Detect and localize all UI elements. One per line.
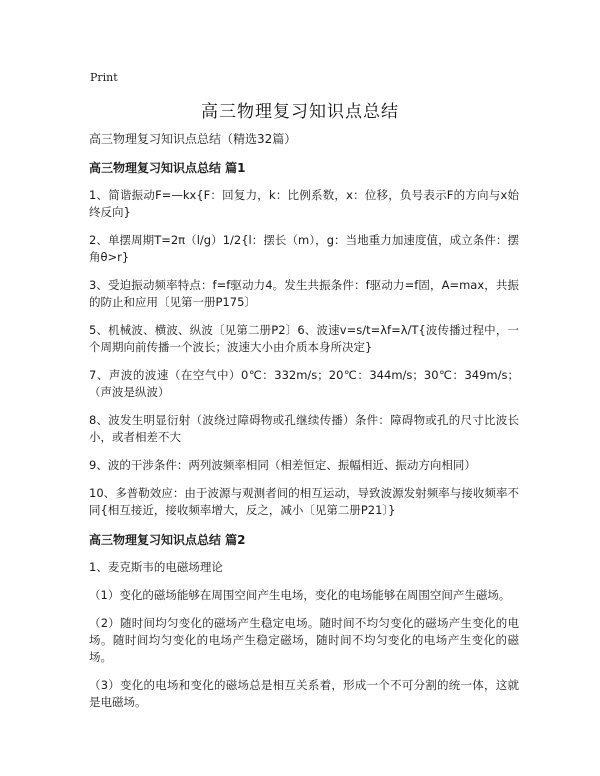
paragraph: 10、多普勒效应：由于波源与观测者间的相互运动，导致波源发射频率与接收频率不同{相互接近，接收频率增大，反之，减小〔见第二册P21〕}	[89, 486, 519, 517]
section-heading: 高三物理复习知识点总结 篇1	[89, 161, 246, 175]
paragraph: 3、受迫振动频率特点：f=f驱动力4。发生共振条件：f驱动力=f固，A=max，共振的防止和应用〔见第一册P175〕	[89, 278, 519, 309]
paragraph: 7、声波的波速（在空气中）0℃：332m/s；20℃：344m/s；30℃：349m/s；（声波是纵波）	[89, 368, 519, 399]
paragraph: 9、波的干涉条件：两列波频率相同（相差恒定、振幅相近、振动方向相同）	[89, 458, 476, 472]
document-body	[89, 130, 519, 722]
paragraph: （3）变化的电场和变化的磁场总是相互关系着，形成一个不可分割的统一体，这就是电磁场。	[89, 678, 519, 709]
section-heading: 高三物理复习知识点总结 篇2	[89, 533, 246, 547]
paragraph: 2、单摆周期T=2π（l/g）1/2{l：摆长（m），g：当地重力加速度值，成立条件：摆角θ>r}	[89, 233, 519, 264]
document-subtitle: 高三物理复习知识点总结（精选32篇）	[89, 132, 297, 146]
print-label: Print	[90, 71, 118, 84]
paragraph: 1、简谐振动F=—kx{F：回复力，k：比例系数，x：位移，负号表示F的方向与x始终反向}	[89, 188, 519, 219]
page-title: 高三物理复习知识点总结	[201, 102, 399, 122]
paragraph: （1）变化的磁场能够在周围空间产生电场，变化的电场能够在周围空间产生磁场。	[89, 588, 511, 602]
section-2	[89, 531, 519, 711]
paragraph: （2）随时间均匀变化的磁场产生稳定电场。随时间不均匀变化的磁场产生变化的电场。随时间均匀变化的电场产生稳定磁场，随时间不均匀变化的电场产生变化的磁场。	[89, 616, 519, 664]
paragraph: 1、麦克斯韦的电磁场理论	[89, 560, 223, 574]
paragraph: 8、波发生明显衍射（波绕过障碍物或孔继续传播）条件：障碍物或孔的尺寸比波长小，或者相差不大	[89, 413, 519, 444]
section-1	[89, 159, 519, 519]
paragraph: 5、机械波、横波、纵波〔见第二册P2〕6、波速v=s/t=λf=λ/T{波传播过程中，一个周期向前传播一个波长；波速大小由介质本身所决定}	[89, 323, 519, 354]
